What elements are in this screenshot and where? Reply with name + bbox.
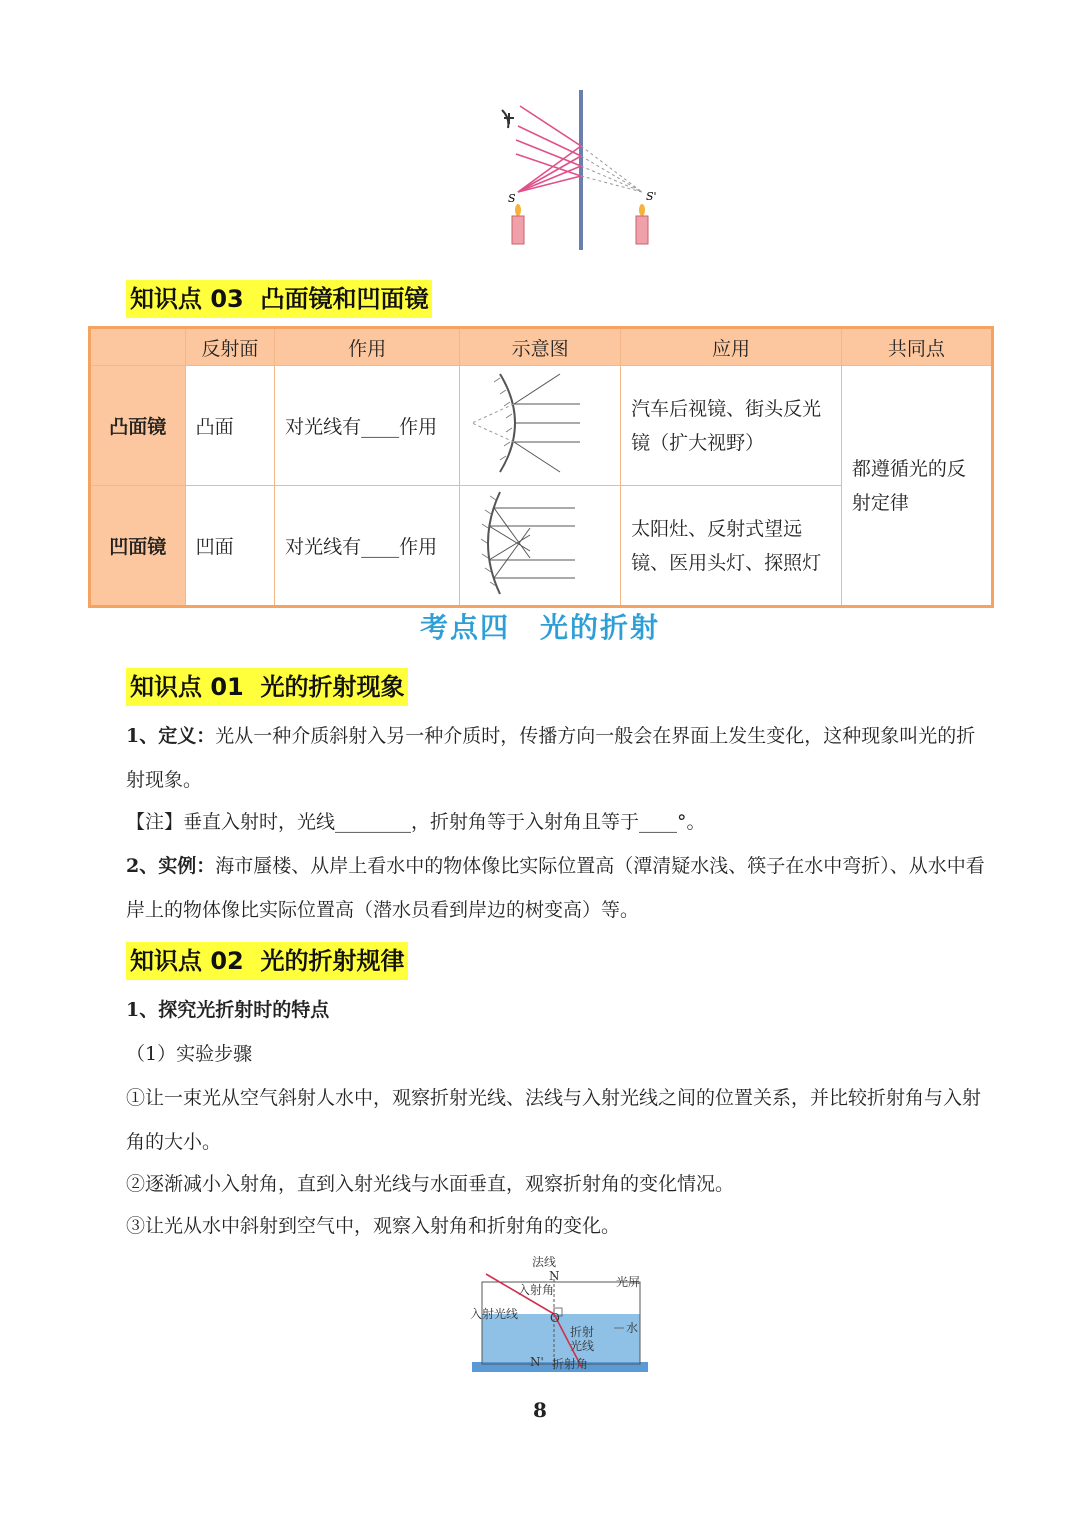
convex-diagram-cell xyxy=(460,366,621,486)
row-name: 凹面镜 xyxy=(90,486,186,607)
incident-ray-label: 入射光线 xyxy=(470,1307,519,1321)
refracted-ray-label-2: 光线 xyxy=(570,1339,595,1353)
refracted-ray-label-1: 折射 xyxy=(570,1325,595,1339)
row-effect: 对光线有____作用 xyxy=(275,366,460,486)
row-surface: 凹面 xyxy=(185,486,275,607)
definition-label: 1、定义： xyxy=(126,725,216,747)
row-surface: 凸面 xyxy=(185,366,275,486)
table-header: 示意图 xyxy=(460,328,621,366)
page-number: 8 xyxy=(533,1398,547,1422)
kp02-number: 知识点 02 xyxy=(130,947,244,975)
explore-sub: （1）实验步骤 xyxy=(126,1043,253,1065)
step-1: ①让一束光从空气斜射人水中，观察折射光线、法线与入射光线之间的位置关系，并比较折射角与入射角的大小。 xyxy=(126,1087,982,1153)
n-prime-label: N' xyxy=(530,1355,544,1369)
refraction-experiment-diagram xyxy=(464,1250,654,1376)
normal-label: 法线 xyxy=(532,1255,557,1269)
row-effect: 对光线有____作用 xyxy=(275,486,460,607)
step-3: ③让光从水中斜射到空气中，观察入射角和折射角的变化。 xyxy=(126,1215,621,1237)
explore-heading: 1、探究光折射时的特点 xyxy=(126,999,330,1021)
o-label: O xyxy=(550,1311,560,1325)
row-name: 凸面镜 xyxy=(90,366,186,486)
common-point: 都遵循光的反射定律 xyxy=(841,366,992,607)
example-label: 2、实例： xyxy=(126,855,216,877)
example-text: 海市蜃楼、从岸上看水中的物体像比实际位置高（潭清疑水浅、筷子在水中弯折）、从水中看岸上的物体像比实际位置高（潜水员看到岸边的树变高）等。 xyxy=(126,855,985,921)
kp01-number: 知识点 01 xyxy=(130,673,244,701)
kp01-title: 光的折射现象 xyxy=(260,673,405,701)
example-paragraph xyxy=(126,844,986,932)
row-application: 太阳灶、反射式望远镜、医用头灯、探照灯 xyxy=(621,486,842,607)
plane-mirror-diagram xyxy=(490,88,670,253)
step-2: ②逐渐减小入射角，直到入射光线与水面垂直，观察折射角的变化情况。 xyxy=(126,1173,735,1195)
refraction-angle-label: 折射角 xyxy=(552,1357,589,1371)
definition-text: 光从一种介质斜射入另一种介质时，传播方向一般会在界面上发生变化，这种现象叫光的折射现象。 xyxy=(126,725,976,791)
table-header: 作用 xyxy=(275,328,460,366)
table-header xyxy=(90,328,186,366)
candle-s-prime xyxy=(636,204,648,244)
n-label: N xyxy=(549,1269,560,1283)
table-header: 共同点 xyxy=(841,328,992,366)
section-title: 考点四 光的折射 xyxy=(419,611,660,644)
row-application: 汽车后视镜、街头反光镜（扩大视野） xyxy=(621,366,842,486)
table-header-row xyxy=(90,328,993,366)
water-label: 水 xyxy=(626,1321,639,1335)
kp01-heading xyxy=(126,668,408,706)
table-header: 应用 xyxy=(621,328,842,366)
definition-paragraph xyxy=(126,714,986,802)
kp02-heading xyxy=(126,942,408,980)
concave-mirror-diagram xyxy=(460,486,620,600)
table-header: 反射面 xyxy=(185,328,275,366)
incidence-angle-label: 入射角 xyxy=(518,1283,555,1297)
screen-label: 光屏 xyxy=(616,1275,641,1289)
eye-icon xyxy=(502,110,514,128)
kp02-title: 光的折射规律 xyxy=(260,947,405,975)
mirror-table xyxy=(88,326,994,608)
label-s-prime: S' xyxy=(646,190,657,203)
convex-mirror-diagram xyxy=(460,366,620,480)
table-row xyxy=(90,366,993,486)
concave-diagram-cell xyxy=(460,486,621,607)
label-s: S xyxy=(508,192,516,205)
kp03-title: 凸面镜和凹面镜 xyxy=(260,285,429,313)
kp03-number: 知识点 03 xyxy=(130,285,244,313)
note-paragraph: 【注】垂直入射时，光线________，折射角等于入射角且等于____°。 xyxy=(126,811,706,833)
candle-s xyxy=(512,204,524,244)
kp03-heading xyxy=(126,280,432,318)
